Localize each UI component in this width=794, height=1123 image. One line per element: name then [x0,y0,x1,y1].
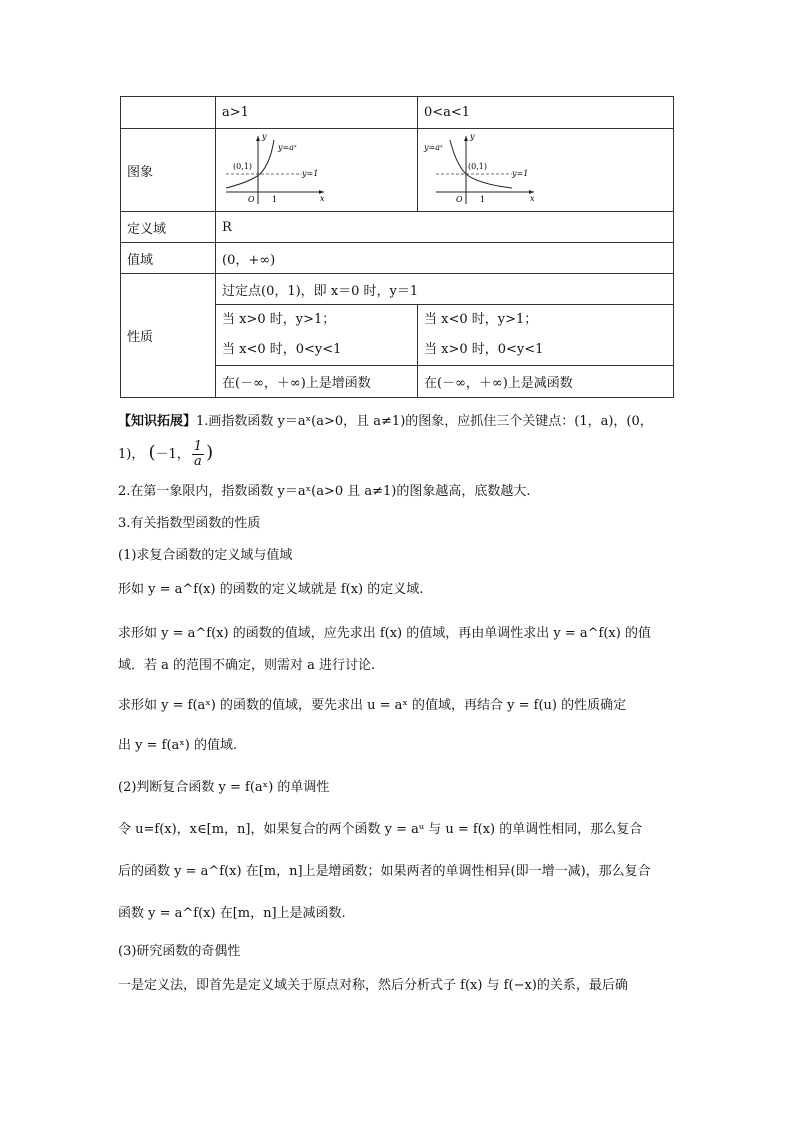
increasing-exponential-graph [220,130,410,210]
decreasing-monotone: 在(－∞，＋∞)上是减函数 [418,366,674,398]
paragraph-2: 2.在第一象限内，指数函数 y＝aˣ(a>0 且 a≠1)的图象越高，底数越大. [118,484,531,499]
x-axis-label: x [530,194,535,203]
domain-value: R [216,212,674,243]
property-row-label: 性质 [121,274,216,398]
fraction-numerator: 1 [193,439,203,454]
x-axis-label: x [320,194,325,203]
domain-row-label: 定义域 [121,212,216,243]
tick-label: 1 [480,195,486,204]
paragraph-9: 出 y = f(aˣ) 的值域. [118,738,238,753]
y-axis-label: y [262,132,267,141]
paragraph-11: 令 u=f(x)，x∈[m，n]，如果复合的两个函数 y = aᵘ 与 u = f(x) 的单调性相同，那么复合 [118,822,643,837]
fixed-point-text: 过定点(0，1)，即 x＝0 时，y＝1 [216,274,674,305]
increasing-sign-line1: 当 x>0 时，y>1； [222,312,336,327]
decreasing-sign-line2: 当 x>0 时，0<y<1 [424,342,544,357]
header-a-between: 0<a<1 [418,97,674,129]
left-paren: ( [148,442,156,463]
range-row-label: 值域 [121,243,216,274]
p1-text-a: 1.画指数函数 y＝aˣ(a>0，且 a≠1)的图象，应抓住三个关键点：(1，a)，(0， [196,414,653,429]
decreasing-graph-cell [418,129,674,212]
range-value: (0，+∞) [216,243,674,274]
y-axis-arrow [256,136,260,141]
decreasing-sign-cell [418,305,674,366]
p1-text-c: －1， [155,447,190,462]
exponential-function-table [120,96,674,398]
right-paren: ) [206,442,214,463]
line-label: y=1 [512,169,529,178]
point-label: (0,1) [233,162,252,171]
paragraph-14-subheading: (3)研究函数的奇偶性 [118,944,241,959]
header-a-gt-1: a>1 [216,97,418,129]
origin-label: O [456,195,463,204]
y-axis-arrow [464,136,468,141]
header-empty-cell [121,97,216,129]
paragraph-15: 一是定义法，即首先是定义域关于原点对称，然后分析式子 f(x) 与 f(−x)的关系，最后确 [118,978,628,993]
curve-label: y=aˣ [278,143,297,152]
point-label: (0,1) [468,162,487,171]
paragraph-5: 形如 y = a^f(x) 的函数的定义域就是 f(x) 的定义域. [118,582,424,597]
increasing-monotone: 在(－∞，＋∞)上是增函数 [216,366,418,398]
paragraph-12: 后的函数 y = a^f(x) 在[m，n]上是增函数；如果两者的单调性相异(即一增一减)，那么复合 [118,864,651,879]
tick-label: 1 [272,195,278,204]
paragraph-7: 域．若 a 的范围不确定，则需对 a 进行讨论. [118,658,376,673]
paragraph-6: 求形如 y = a^f(x) 的函数的值域，应先求出 f(x) 的值域，再由单调性求出 y = a^f(x) 的值 [118,626,651,641]
increasing-graph-cell [216,129,418,212]
paragraph-10-subheading: (2)判断复合函数 y = f(aˣ) 的单调性 [118,780,330,795]
y-axis-label: y [470,132,475,141]
decreasing-sign-line1: 当 x<0 时，y>1； [424,312,538,327]
knowledge-tag: 【知识拓展】 [118,414,197,429]
paragraph-13: 函数 y = a^f(x) 在[m，n]上是减函数. [118,906,346,921]
increasing-sign-line2: 当 x<0 时，0<y<1 [222,342,342,357]
one-over-a-fraction [192,440,204,469]
decreasing-exponential-graph [422,130,662,210]
line-label: y=1 [302,169,319,178]
paragraph-3-heading: 3.有关指数型函数的性质 [118,516,261,531]
increasing-sign-cell [216,305,418,366]
p1-text-b: 1)， [118,447,145,462]
origin-label: O [248,195,255,204]
knowledge-extension-p1 [118,412,678,432]
p1-continued [118,440,678,469]
paragraph-8: 求形如 y = f(aˣ) 的函数的值域，要先求出 u = aˣ 的值域，再结合 y = f(u) 的性质确定 [118,698,627,713]
graph-row-label: 图象 [121,129,216,212]
curve-label: y=aˣ [424,143,443,152]
paragraph-4-subheading: (1)求复合函数的定义域与值域 [118,548,293,563]
fraction-denominator: a [194,454,202,469]
